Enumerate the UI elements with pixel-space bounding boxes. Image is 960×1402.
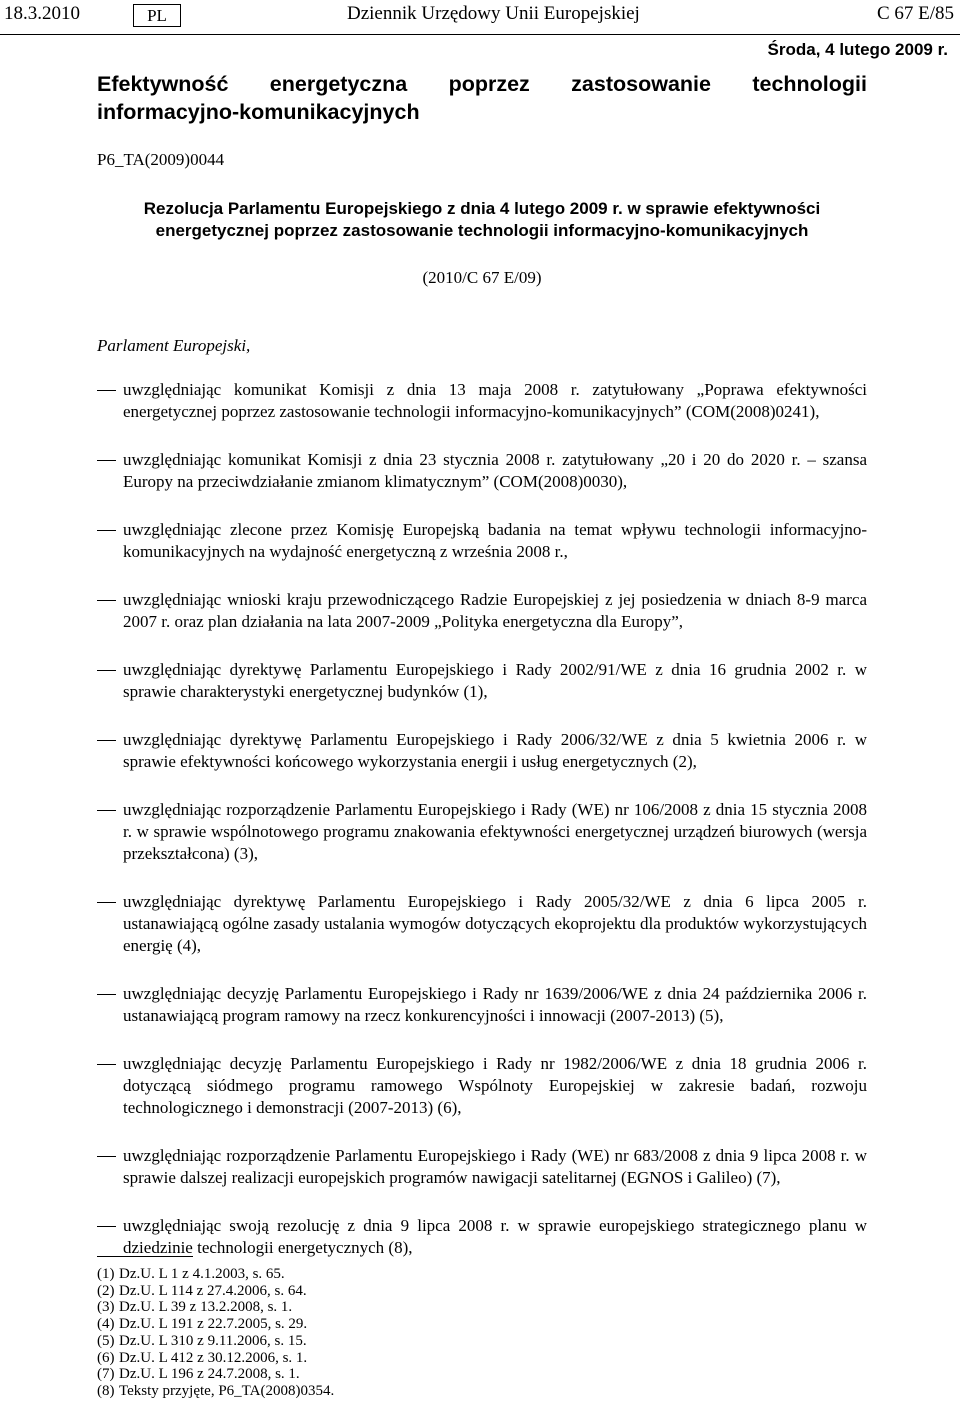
footnote-text: Dz.U. L 39 z 13.2.2008, s. 1. (119, 1299, 293, 1316)
footnote-marker: (2) (97, 1282, 115, 1299)
recital-text: uwzględniając rozporządzenie Parlamentu Europejskiego i Rady (WE) nr 683/2008 z dnia 9 lipca 2008 r. w sprawie dalszej realizacji europejskich programów nawigacji satelitarnej (EGNOS i Galileo) (7), (123, 1146, 867, 1187)
em-dash-marker (97, 670, 116, 671)
recital-text: uwzględniając dyrektywę Parlamentu Europejskiego i Rady 2006/32/WE z dnia 5 kwietnia 2006 r. w sprawie efektywności końcowego wykorzystania energii i usług energetycznych (2), (123, 730, 867, 771)
page-reference: C 67 E/85 (876, 3, 954, 24)
recital-text: uwzględniając decyzję Parlamentu Europejskiego i Rady nr 1639/2006/WE z dnia 24 października 2006 r. ustanawiającą program ramowy na rzecz konkurencyjności i innowacji (2007-2013) (5), (123, 984, 867, 1025)
language-badge: PL (133, 4, 181, 27)
recital-item (97, 891, 867, 957)
footnote-item (97, 1350, 334, 1367)
recital-item (97, 379, 867, 423)
recital-text: uwzględniając dyrektywę Parlamentu Europejskiego i Rady 2002/91/WE z dnia 16 grudnia 2002 r. w sprawie charakterystyki energetycznej budynków (1), (123, 660, 867, 701)
recital-text: uwzględniając rozporządzenie Parlamentu Europejskiego i Rady (WE) nr 106/2008 z dnia 15 stycznia 2008 r. w sprawie wspólnotowego programu znakowania efektywności energetycznej urządzeń biurowych (wersja przekształcona) (3), (123, 800, 867, 863)
em-dash-marker (97, 740, 116, 741)
recital-item (97, 799, 867, 865)
recital-text: uwzględniając wnioski kraju przewodniczącego Radzie Europejskiej z jej posiedzenia w dniach 8-9 marca 2007 r. oraz plan działania na lata 2007-2009 „Polityka energetyczna dla Europy”, (123, 590, 867, 631)
footnote-item (97, 1266, 334, 1283)
recital-item (97, 659, 867, 703)
footnotes-list (97, 1266, 334, 1400)
recital-text: uwzględniając swoją rezolucję z dnia 9 lipca 2008 r. w sprawie europejskiego strategicznego planu w dziedzinie technologii energetycznych (8), (123, 1216, 867, 1257)
footnote-divider (97, 1256, 193, 1257)
footnote-marker: (3) (97, 1299, 115, 1316)
em-dash-marker (97, 994, 116, 995)
document-number: (2010/C 67 E/09) (422, 268, 542, 287)
recital-item (97, 519, 867, 563)
document-title: Efektywność energetyczna poprzez zastosowanie technologii informacyjno-komunikacyjnych (97, 72, 867, 124)
em-dash-marker (97, 1226, 116, 1227)
footnote-text: Dz.U. L 1 z 4.1.2003, s. 65. (119, 1266, 285, 1282)
em-dash-marker (97, 600, 116, 601)
footnote-marker: (4) (97, 1316, 115, 1333)
publication-date: 18.3.2010 (4, 3, 80, 24)
page-header (0, 0, 960, 35)
recital-item (97, 1215, 867, 1259)
footnote-item (97, 1383, 334, 1400)
meeting-date: Środa, 4 lutego 2009 r. (767, 40, 948, 59)
em-dash-marker (97, 530, 116, 531)
footnote-text: Dz.U. L 196 z 24.7.2008, s. 1. (119, 1366, 300, 1383)
reference-code: P6_TA(2009)0044 (97, 150, 225, 169)
footnote-item (97, 1333, 334, 1350)
footnote-marker: (6) (97, 1349, 115, 1366)
footnote-marker: (1) (97, 1266, 115, 1282)
recital-item (97, 1145, 867, 1189)
footnote-text: Dz.U. L 191 z 22.7.2005, s. 29. (119, 1316, 308, 1333)
recital-item (97, 983, 867, 1027)
recital-item (97, 1053, 867, 1119)
footnote-marker: (7) (97, 1366, 115, 1383)
footnote-item (97, 1316, 334, 1333)
resolution-title: Rezolucja Parlamentu Europejskiego z dnia 4 lutego 2009 r. w sprawie efektywności energetycznej poprzez zastosowanie technologii informacyjno-komunikacyjnych (143, 199, 821, 240)
footnote-item (97, 1283, 334, 1300)
footnote-text: Dz.U. L 310 z 9.11.2006, s. 15. (119, 1332, 307, 1349)
footnote-text: Teksty przyjęte, P6_TA(2008)0354. (119, 1382, 335, 1399)
recital-text: uwzględniając komunikat Komisji z dnia 13 maja 2008 r. zatytułowany „Poprawa efektywności energetycznej poprzez zastosowanie technologii informacyjno-komunikacyjnych” (COM(2008)0241), (123, 380, 867, 421)
recital-text: uwzględniając decyzję Parlamentu Europejskiego i Rady nr 1982/2006/WE z dnia 18 grudnia 2006 r. dotyczącą siódmego programu ramowego Wspólnoty Europejskiej w zakresie badań, rozwoju technologicznego i demonstracji (2007-2013) (6), (123, 1054, 867, 1117)
em-dash-marker (97, 390, 116, 391)
recital-item (97, 729, 867, 773)
em-dash-marker (97, 1156, 116, 1157)
recitals-list (97, 379, 867, 1285)
em-dash-marker (97, 1064, 116, 1065)
recital-text: uwzględniając dyrektywę Parlamentu Europejskiego i Rady 2005/32/WE z dnia 6 lipca 2005 r. ustanawiającą ogólne zasady ustalania wymogów dotyczących ekoprojektu dla produktów wykorzystujących energię (4), (123, 892, 867, 955)
recital-item (97, 589, 867, 633)
em-dash-marker (97, 810, 116, 811)
footnote-text: Dz.U. L 412 z 30.12.2006, s. 1. (119, 1349, 308, 1366)
footnote-item (97, 1366, 334, 1383)
footnote-marker: (8) (97, 1382, 115, 1399)
em-dash-marker (97, 902, 116, 903)
footnote-marker: (5) (97, 1332, 115, 1349)
recital-item (97, 449, 867, 493)
footnote-item (97, 1299, 334, 1316)
em-dash-marker (97, 460, 116, 461)
footnote-text: Dz.U. L 114 z 27.4.2006, s. 64. (119, 1282, 307, 1299)
preamble: Parlament Europejski, (97, 336, 251, 355)
recital-text: uwzględniając komunikat Komisji z dnia 23 stycznia 2008 r. zatytułowany „20 i 20 do 2020 r. – szansa Europy na przeciwdziałanie zmianom klimatycznym” (COM(2008)0030), (123, 450, 867, 491)
journal-name: Dziennik Urzędowy Unii Europejskiej (347, 3, 640, 24)
recital-text: uwzględniając zlecone przez Komisję Europejską badania na temat wpływu technologii informacyjno-komunikacyjnych na wydajność energetyczną z września 2008 r., (123, 520, 867, 561)
